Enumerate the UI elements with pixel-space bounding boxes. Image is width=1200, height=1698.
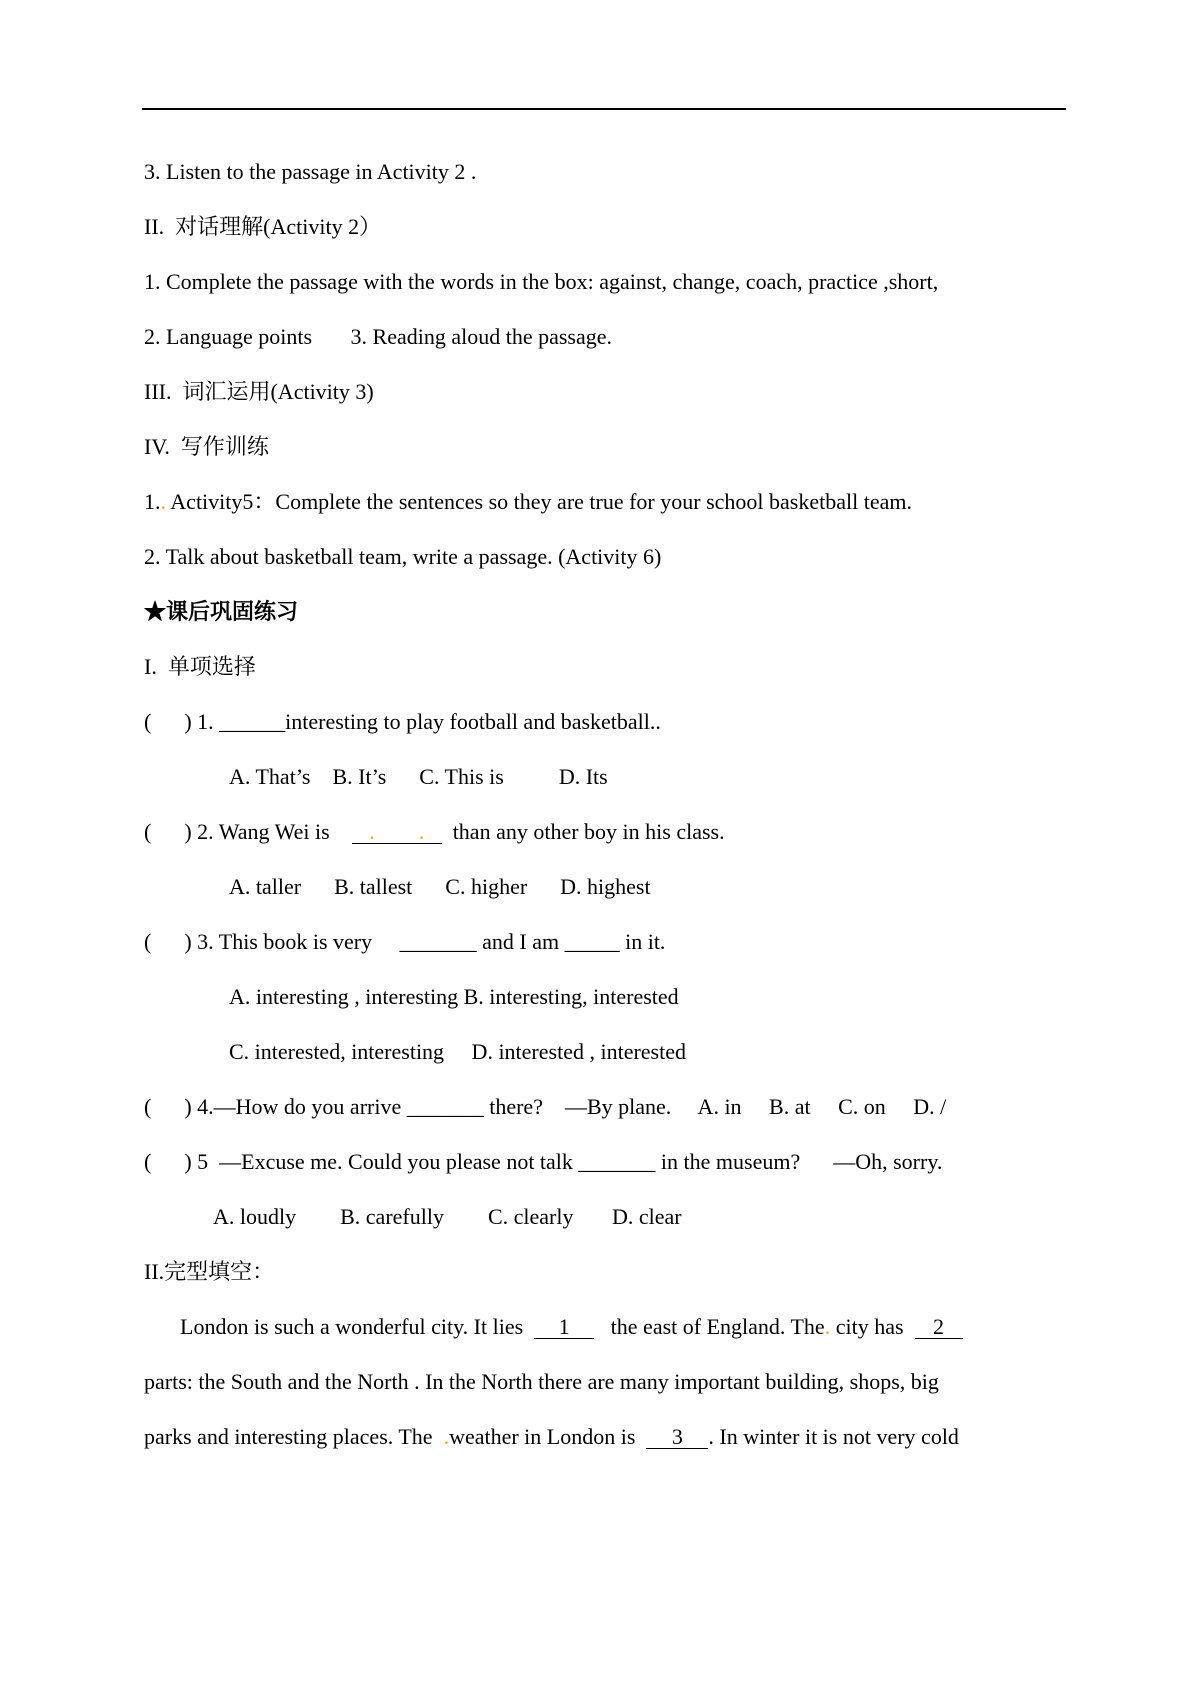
section-ii-cloze-heading: II.完型填空： — [144, 1259, 275, 1284]
line-activity6: 2. Talk about basketball team, write a passage. (Activity 6) — [144, 544, 662, 569]
cloze-blank-3: 3 — [646, 1426, 708, 1449]
cloze-text-3b: weather in London is — [449, 1424, 647, 1449]
cloze-text-3c: . In winter it is not very cold — [708, 1424, 959, 1449]
line-language-points: 2. Language points 3. Reading aloud the passage. — [144, 324, 613, 349]
cloze-line-3 — [144, 1423, 959, 1451]
cloze-text-3a: parks and interesting places. The — [144, 1424, 444, 1449]
line-listen: 3. Listen to the passage in Activity 2 . — [144, 159, 477, 184]
question-5-options: A. loudly B. carefully C. clearly D. clear — [213, 1204, 682, 1229]
cloze-blank-1: 1 — [534, 1316, 594, 1339]
activity5-text: Activity5：Complete the sentences so they are true for your school basketball team. — [170, 489, 912, 514]
question-1-options: A. That’s B. It’s C. This is D. Its — [229, 764, 608, 789]
section-ii-heading: II. 对话理解(Activity 2） — [144, 214, 382, 239]
question-5: ( ) 5 —Excuse me. Could you please not talk _______ in the museum? —Oh, sorry. — [144, 1149, 943, 1174]
question-3: ( ) 3. This book is very _______ and I am _____ in it. — [144, 929, 666, 954]
header-rule — [142, 108, 1066, 110]
section-i-heading: I. 单项选择 — [144, 654, 256, 679]
cloze-blank-2: 2 — [915, 1316, 963, 1339]
line-complete-passage: 1. Complete the passage with the words in the box: against, change, coach, practice ,short, — [144, 269, 939, 294]
q2-prefix: ( ) 2. Wang Wei is — [144, 819, 352, 844]
question-1: ( ) 1. ______interesting to play football and basketball.. — [144, 709, 661, 734]
cloze-line-2: parts: the South and the North . In the North there are many important building, shops, big — [144, 1369, 939, 1394]
section-iv-heading: IV. 写作训练 — [144, 434, 269, 459]
question-3-options-a: A. interesting , interesting B. interesting, interested — [229, 984, 679, 1009]
cloze-text-1b: the east of England. The — [594, 1314, 825, 1339]
question-2 — [144, 818, 725, 846]
dot-mark: . — [443, 1424, 450, 1449]
question-3-options-b: C. interested, interesting D. interested , interested — [229, 1039, 686, 1064]
q2-suffix: than any other boy in his class. — [452, 819, 725, 844]
question-2-options: A. taller B. tallest C. higher D. highest — [229, 874, 651, 899]
q2-blank: . . — [352, 821, 442, 844]
section-iii-heading: III. 词汇运用(Activity 3) — [144, 379, 374, 404]
exercise-heading: ★课后巩固练习 — [144, 599, 299, 624]
question-4: ( ) 4.—How do you arrive _______ there? —By plane. A. in B. at C. on D. / — [144, 1094, 947, 1119]
item-number: 1. — [144, 489, 161, 514]
cloze-line-1 — [180, 1313, 963, 1341]
dot-mark: . — [824, 1314, 831, 1339]
dot-mark: . — [160, 489, 166, 514]
cloze-text-1c: city has — [830, 1314, 915, 1339]
cloze-text-1a: London is such a wonderful city. It lies — [180, 1314, 535, 1339]
line-activity5 — [144, 488, 912, 516]
